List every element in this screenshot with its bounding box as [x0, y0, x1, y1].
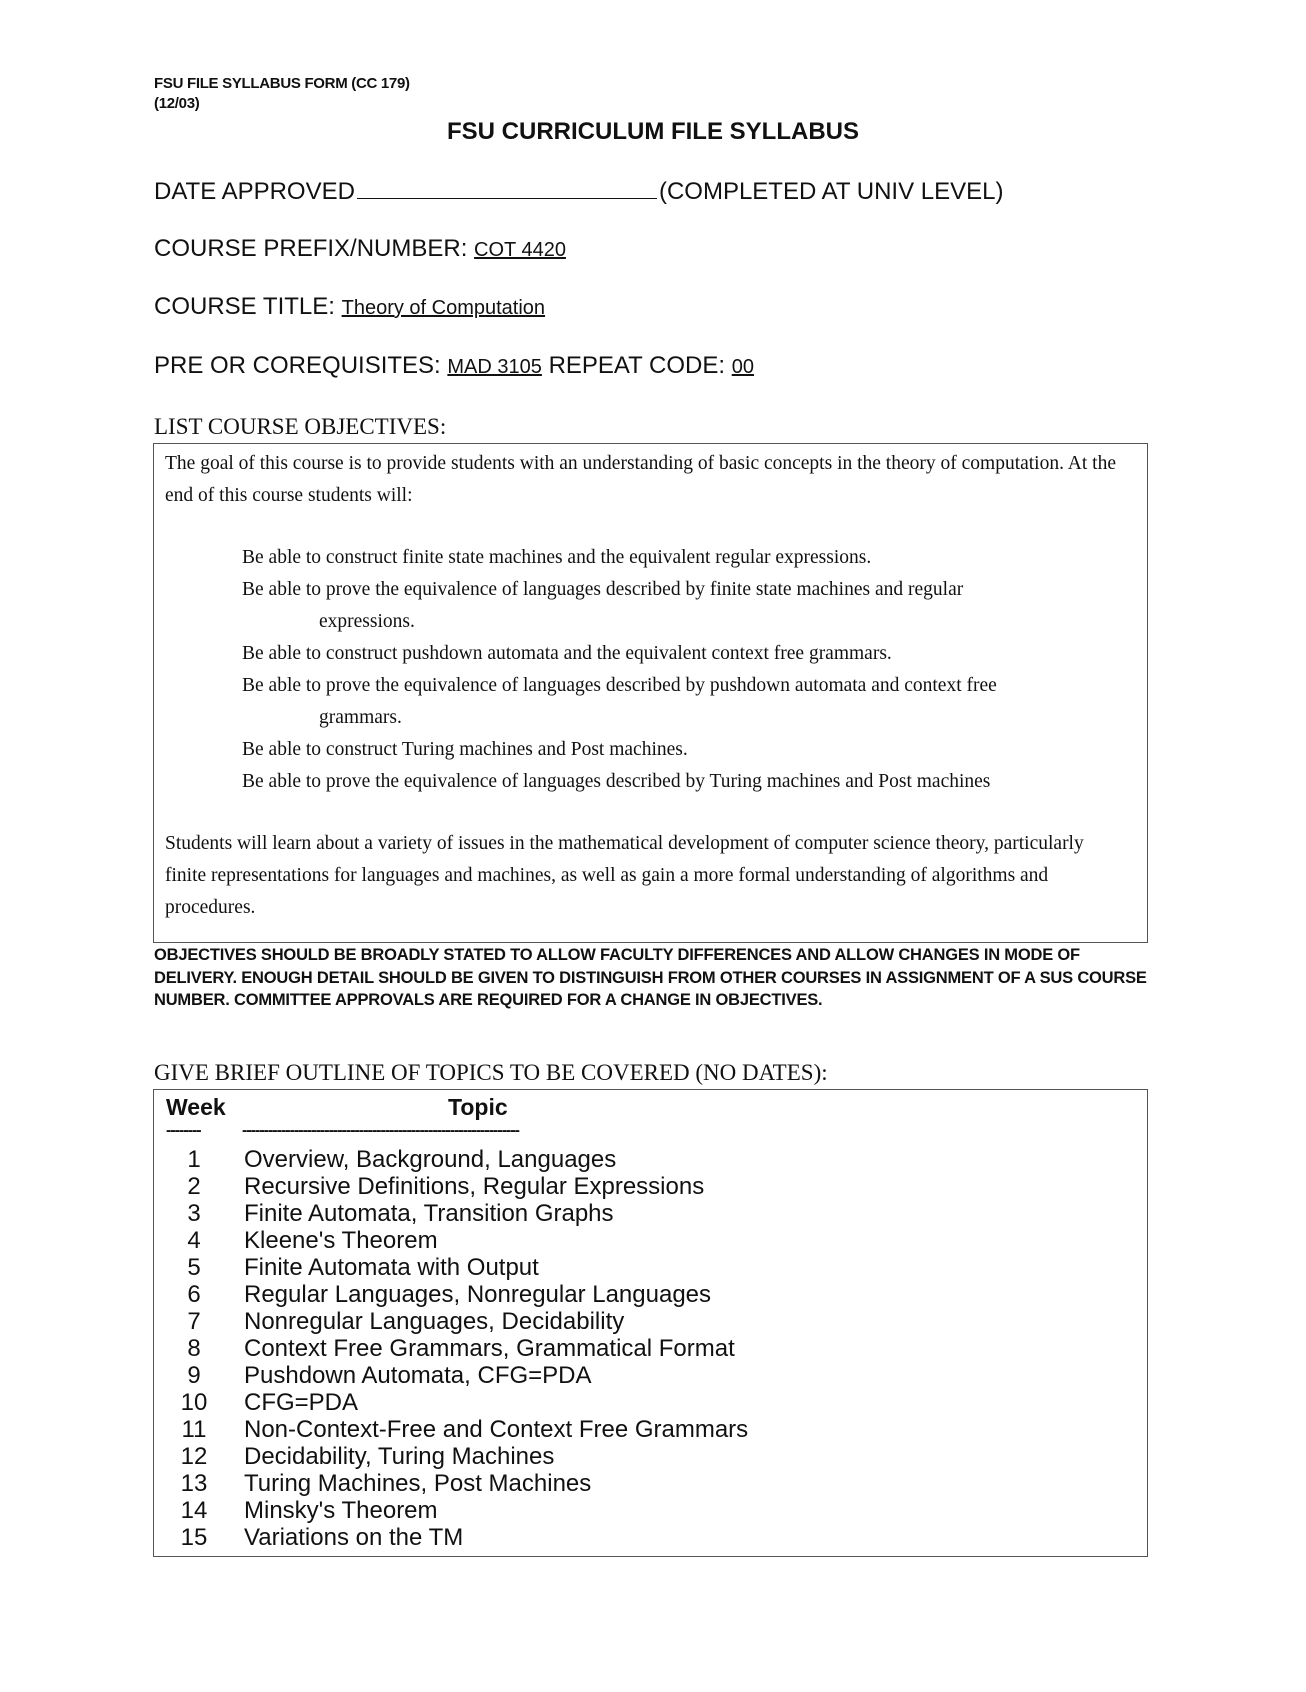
week-number: 5: [187, 1254, 201, 1281]
week-number: 1: [187, 1146, 201, 1173]
objective-item: Be able to construct Turing machines and Post machines.: [242, 739, 688, 760]
week-number: 9: [187, 1362, 201, 1389]
topic-text: CFG=PDA: [244, 1389, 359, 1416]
topic-text: Pushdown Automata, CFG=PDA: [244, 1362, 592, 1389]
week-number: 15: [180, 1524, 208, 1551]
week-number: 14: [180, 1497, 208, 1524]
topic-text: Non-Context-Free and Context Free Grammars: [244, 1416, 749, 1443]
topic-text: Kleene's Theorem: [244, 1227, 438, 1254]
course-title-value: Theory of Computation: [341, 297, 546, 319]
week-number: 13: [180, 1470, 208, 1497]
topics-heading: GIVE BRIEF OUTLINE OF TOPICS TO BE COVERED (NO DATES):: [154, 1060, 828, 1085]
objective-item: Be able to construct pushdown automata and the equivalent context free grammars.: [242, 643, 892, 664]
table-row: [154, 1497, 1134, 1524]
prereq-value: MAD 3105: [447, 356, 542, 378]
topic-text: Minsky's Theorem: [244, 1497, 438, 1524]
topic-text: Finite Automata with Output: [244, 1254, 539, 1281]
course-prefix-label: COURSE PREFIX/NUMBER:: [154, 235, 468, 262]
table-row: [154, 1281, 1134, 1308]
prereq-field: [154, 351, 754, 382]
objectives-intro: The goal of this course is to provide students with an understanding of basic concepts in the theory of computation. At the end of this course students will:: [165, 453, 1116, 506]
week-number: 7: [187, 1308, 201, 1335]
table-row: [154, 1308, 1134, 1335]
form-code: [154, 74, 410, 114]
table-row: [154, 1146, 1134, 1173]
objectives-box: [153, 443, 1148, 943]
date-approved-note: (COMPLETED AT UNIV LEVEL): [658, 178, 1004, 205]
topic-text: Finite Automata, Transition Graphs: [244, 1200, 614, 1227]
topics-box: [153, 1089, 1148, 1557]
table-row: [154, 1200, 1134, 1227]
objective-item: Be able to prove the equivalence of languages described by pushdown automata and context free grammars.: [242, 675, 997, 728]
table-row: [154, 1470, 1134, 1497]
table-row: [154, 1416, 1134, 1443]
topic-text: Overview, Background, Languages: [244, 1146, 617, 1173]
week-column-header: Week: [166, 1094, 226, 1120]
topic-text: Context Free Grammars, Grammatical Format: [244, 1335, 735, 1362]
course-title-label: COURSE TITLE:: [154, 293, 335, 320]
objective-item: Be able to prove the equivalence of languages described by finite state machines and regular expressions.: [242, 579, 964, 632]
objective-item: Be able to construct finite state machines and the equivalent regular expressions.: [242, 547, 872, 568]
repeat-code-label: REPEAT CODE:: [548, 352, 726, 379]
objectives-note: OBJECTIVES SHOULD BE BROADLY STATED TO ALLOW FACULTY DIFFERENCES AND ALLOW CHANGES IN MODE OF DELIVERY. ENOUGH DETAIL SHOULD BE GIVEN TO DISTINGUISH FROM OTHER COURSES IN ASSIGNMENT OF A SUS COURSE NUMBER. COMMITTEE APPROVALS ARE REQUIRED FOR A CHANGE IN OBJECTIVES.: [154, 946, 1147, 1009]
week-number: 3: [187, 1200, 201, 1227]
table-row: [154, 1389, 1134, 1416]
table-row: [154, 1173, 1134, 1200]
course-prefix-field: [154, 234, 566, 265]
week-number: 4: [187, 1227, 201, 1254]
table-row: [154, 1524, 1134, 1551]
week-number: 10: [180, 1389, 208, 1416]
topic-text: Decidability, Turing Machines: [244, 1443, 555, 1470]
objectives-list: [165, 542, 1129, 798]
week-number: 12: [180, 1443, 208, 1470]
topic-rule: ----------------------------------------------------------------: [242, 1122, 519, 1139]
week-number: 11: [181, 1416, 207, 1443]
objective-item: Be able to prove the equivalence of languages described by Turing machines and Post machines: [242, 771, 991, 792]
date-approved-field: [154, 176, 1003, 207]
topic-text: Variations on the TM: [244, 1524, 464, 1551]
course-prefix-value: COT 4420: [474, 239, 566, 261]
table-row: [154, 1335, 1134, 1362]
topic-text: Regular Languages, Nonregular Languages: [244, 1281, 712, 1308]
week-rule: --------: [166, 1122, 201, 1139]
topic-column-header: Topic: [448, 1094, 508, 1120]
topic-text: Recursive Definitions, Regular Expressions: [244, 1173, 705, 1200]
topics-list: [154, 1146, 1134, 1556]
table-row: [154, 1443, 1134, 1470]
topic-text: Nonregular Languages, Decidability: [244, 1308, 625, 1335]
objectives-closing: Students will learn about a variety of issues in the mathematical development of computer science theory, particularly finite representations for languages and machines, as well as gain a more formal understanding of algorithms and procedures.: [165, 833, 1084, 918]
week-number: 6: [187, 1281, 201, 1308]
course-title-field: [154, 292, 545, 323]
date-approved-label: DATE APPROVED: [154, 178, 355, 205]
form-code-text: FSU FILE SYLLABUS FORM (CC 179): [154, 75, 410, 92]
topic-text: Turing Machines, Post Machines: [244, 1470, 592, 1497]
form-revision: (12/03): [154, 95, 200, 112]
date-approved-blank: [357, 176, 657, 199]
table-row: [154, 1362, 1134, 1389]
objectives-heading: LIST COURSE OBJECTIVES:: [154, 414, 447, 439]
week-number: 2: [187, 1173, 201, 1200]
repeat-code-value: 00: [731, 356, 754, 378]
week-number: 8: [187, 1335, 201, 1362]
prereq-label: PRE OR COREQUISITES:: [154, 352, 441, 379]
table-row: [154, 1254, 1134, 1281]
page-title: FSU CURRICULUM FILE SYLLABUS: [447, 118, 859, 145]
table-row: [154, 1227, 1134, 1254]
